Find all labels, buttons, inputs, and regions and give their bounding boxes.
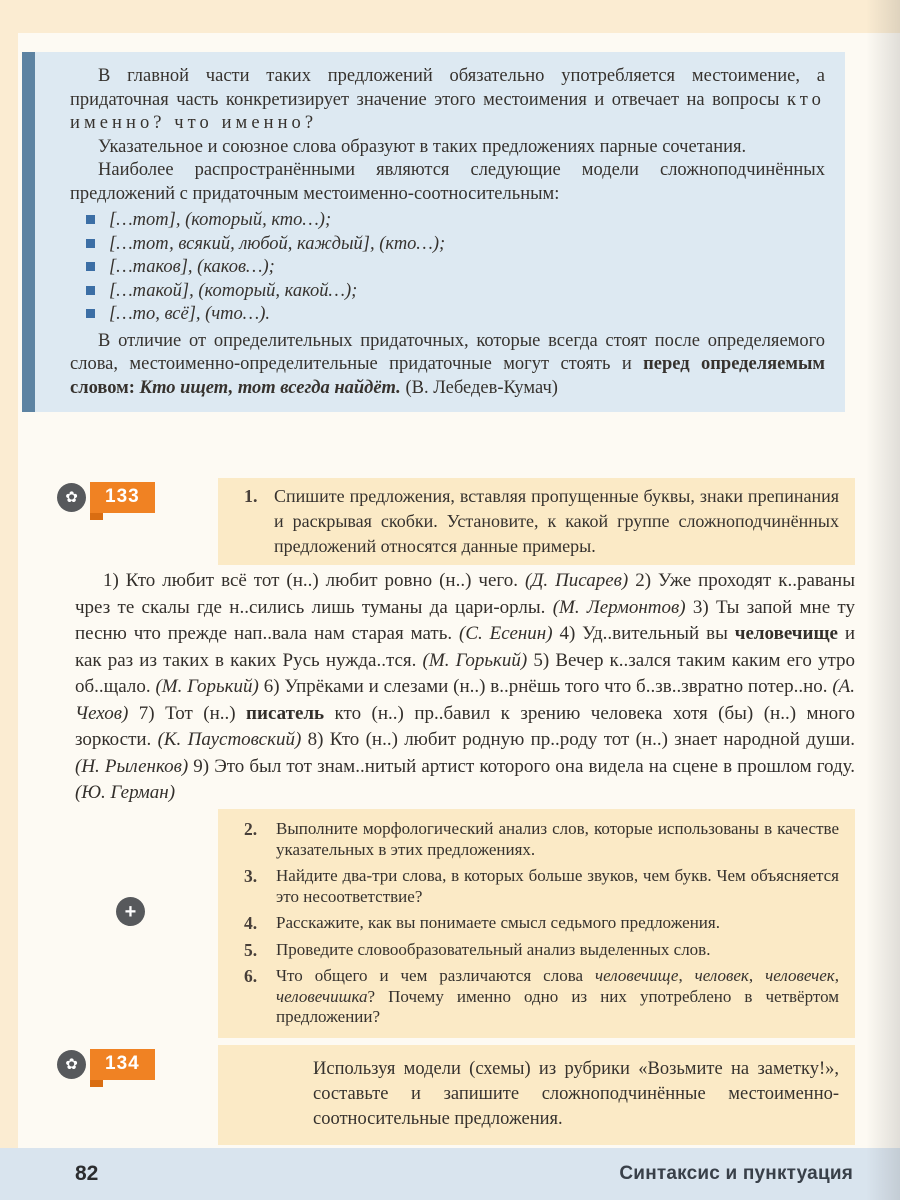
exercise-133-badge: [57, 482, 155, 513]
note-paragraph-1: В главной части таких предложений обязательно употребляется местоимение, а придаточная часть конкретизирует значение этого местоимения и отвечает на вопросы кто именно? что именно?: [70, 66, 825, 133]
plus-icon: +: [116, 897, 145, 926]
paper-page: [18, 33, 900, 1148]
model-item: [86, 303, 825, 327]
subtask-number: 5.: [244, 939, 258, 960]
note-paragraph-3: Наиболее распространёнными являются следующие модели сложноподчинённых предложений с придаточным местоименно-соотносительным:: [70, 160, 825, 204]
subtask-row: [244, 913, 839, 934]
page-number: 82: [75, 1162, 99, 1185]
bullet-square-icon: [86, 286, 95, 295]
model-item: [86, 256, 825, 280]
subtask-text: Найдите два-три слова, в которых больше звуков, чем букв. Чем объясняется это несоответствие?: [276, 866, 839, 906]
subtask-row: [244, 866, 839, 907]
note-paragraph-2: Указательное и союзное слова образуют в таких предложениях парные сочетания.: [98, 136, 747, 157]
subtasks-box: [124, 809, 855, 1038]
models-list: [70, 209, 825, 327]
exercise-134-number: 134: [90, 1049, 155, 1080]
subtask-text: Выполните морфологический анализ слов, которые использованы в качестве указательных в этих предложениях.: [276, 819, 839, 859]
subtask-number: 4.: [244, 913, 258, 933]
task-1-number: 1.: [244, 486, 258, 506]
subtask-text: Расскажите, как вы понимаете смысл седьмого предложения.: [276, 913, 720, 932]
task-1-text: Спишите предложения, вставляя пропущенные буквы, знаки препинания и раскрывая скобки. Установите, к какой группе сложноподчинённых предложений относятся данные примеры.: [274, 486, 839, 556]
subtask-number: 6.: [244, 966, 258, 986]
bullet-square-icon: [86, 215, 95, 224]
model-item: [86, 233, 825, 257]
model-item: [86, 209, 825, 233]
subtask-text: Что общего и чем различаются слова человечище, человек, человечек, человечишка? Почему именно одно из них употреблено в четвёртом предложении?: [276, 966, 840, 1026]
note-paragraph-4: В отличие от определительных придаточных, которые всегда стоят после определяемого слова, местоименно-определительные придаточные могут стоять и перед определяемым словом: Кто ищет, тот всегда найдёт. (В. Лебедев-Кумач): [70, 330, 825, 398]
model-item: [86, 280, 825, 304]
task-1-box: [218, 478, 855, 565]
subtask-number: 2.: [244, 819, 258, 839]
model-item-text: […такой], (который, какой…);: [109, 280, 358, 301]
footer-bar: [0, 1148, 900, 1200]
subtask-row: [244, 966, 839, 1028]
section-title: Синтаксис и пунктуация: [619, 1163, 853, 1184]
flower-icon: ✿: [57, 483, 86, 512]
bullet-square-icon: [86, 309, 95, 318]
exercise-133: [18, 478, 900, 565]
model-item-text: […таков], (каков…);: [109, 257, 275, 277]
subtask-row: [244, 819, 839, 860]
exercise-134-badge: [57, 1049, 155, 1080]
sentences-paragraph: 1) Кто любит всё тот (н..) любит ровно (н..) чего. (Д. Писарев) 2) Уже проходят к..раваны чрез те скалы где н..сились лишь туманы да цари-орлы. (М. Лермонтов) 3) Ты запой мне ту песню что прежде нап..вала нам старая мать. (С. Есенин) 4) Уд..вительный вы человечище и как раз из таких в каких Русь нужда..тся. (М. Горький) 5) Вечер к..зался таким каким его утро об..щало. (М. Горький) 6) Упрёками и слезами (н..) в..рнёшь того что б..зв..звратно потер..но. (А. Чехов) 7) Тот (н..) писатель кто (н..) пр..бавил к зрению человека хотя (бы) (н..) много зоркости. (К. Паустовский) 8) Кто (н..) любит родную пр..роду тот (н..) знает народной души. (Н. Рыленков) 9) Это был тот знам..нитый артист которого она видела на сцене в прошлом году. (Ю. Герман): [75, 570, 856, 803]
bullet-square-icon: [86, 262, 95, 271]
subtask-text: Проведите словообразовательный анализ выделенных слов.: [276, 939, 711, 959]
exercise-134: [18, 1045, 900, 1145]
task-134-box: Используя модели (схемы) из рубрики «Возьмите на заметку!», составьте и запишите сложноподчинённые местоименно-соотносительные предложения.: [218, 1045, 855, 1145]
subtask-number: 3.: [244, 866, 258, 886]
note-box: [22, 52, 845, 412]
exercise-133-number: 133: [90, 482, 155, 513]
bullet-square-icon: [86, 239, 95, 248]
model-item-text: […тот], (который, кто…);: [109, 210, 332, 230]
model-item-text: […то, всё], (что…).: [109, 304, 270, 324]
subtask-row: [244, 940, 839, 961]
model-item-text: […тот, всякий, любой, каждый], (кто…);: [109, 233, 446, 254]
flower-icon: ✿: [57, 1050, 86, 1079]
